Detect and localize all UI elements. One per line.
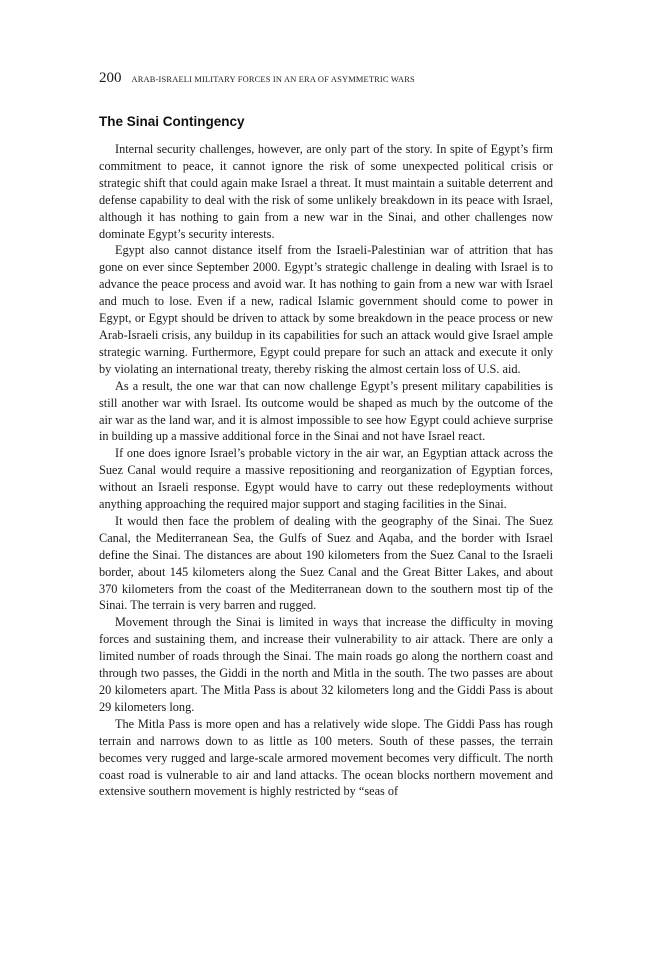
paragraph: It would then face the problem of dealing with the geography of the Sinai. The Suez Canal, the Mediterranean Sea, the Gulfs of Suez and Aqaba, and the border with Israel define the Sinai. The distances are about 190 kilometers from the Suez Canal to the Israeli border, about 145 kilometers along the Suez Canal and the Great Bitter Lakes, and about 370 kilometers from the coast of the Mediterranean down to the southern most tip of the Sinai. The terrain is very barren and rugged.: [99, 513, 553, 613]
paragraph: Egypt also cannot distance itself from the Israeli-Palestinian war of attrition that has gone on ever since September 2000. Egypt’s strategic challenge in dealing with Israel is to advance the peace process and avoid war. It has nothing to gain from a new war with Israel and much to lose. Even if a new, radical Islamic government should come to power in Egypt, or Egypt should be driven to attack by some breakdown in the peace process or new Arab-Israeli crisis, any buildup in its capabilities for such an attack would give Israel ample strategic warning. Furthermore, Egypt could prepare for such an attack and execute it only by violating an international treaty, thereby risking the almost certain loss of U.S. aid.: [99, 243, 553, 376]
paragraph: If one does ignore Israel’s probable victory in the air war, an Egyptian attack across the Suez Canal would require a massive repositioning and reorganization of Egyptian forces, without an Israeli response. Egypt would have to carry out these redeployments without anything approaching the required major support and staging facilities in the Sinai.: [99, 446, 553, 512]
section-heading: The Sinai Contingency: [99, 114, 245, 129]
book-page: [99, 70, 553, 800]
paragraph: Movement through the Sinai is limited in ways that increase the difficulty in moving forces and sustaining them, and increase their vulnerability to air attack. There are only a limited number of roads through the Sinai. The main roads go along the northern coast and through two passes, the Giddi in the north and Mitla in the south. The two passes are about 20 kilometers apart. The Mitla Pass is about 32 kilometers long and the Giddi Pass is about 29 kilometers long.: [99, 615, 553, 714]
paragraph: As a result, the one war that can now challenge Egypt’s present military capabilities is still another war with Israel. Its outcome would be shaped as much by the outcome of the air war as the land war, and it is almost impossible to see how Egypt could achieve surprise in building up a massive additional force in the Sinai and not have Israel react.: [99, 378, 553, 444]
running-head: [99, 70, 553, 96]
running-title: ARAB-ISRAELI MILITARY FORCES IN AN ERA OF ASYMMETRIC WARS: [131, 75, 415, 84]
paragraph: Internal security challenges, however, are only part of the story. In spite of Egypt’s firm commitment to peace, it cannot ignore the risk of some unexpected political crisis or strategic shift that could again make Israel a threat. It must maintain a suitable deterrent and defense capability to deal with the risk of some unlikely breakdown in its peace with Israel, although it has nothing to gain from a new war in the Sinai, and other challenges now dominate Egypt’s security interests.: [99, 142, 553, 241]
page-number: 200: [99, 70, 122, 86]
paragraph: The Mitla Pass is more open and has a relatively wide slope. The Giddi Pass has rough terrain and narrows down to as little as 100 meters. South of these passes, the terrain becomes very rugged and large-scale armored movement becomes very difficult. The north coast road is vulnerable to air and land attacks. The ocean blocks northern movement and extensive southern movement is highly restricted by “seas of: [99, 716, 553, 799]
body-text: [99, 141, 553, 800]
